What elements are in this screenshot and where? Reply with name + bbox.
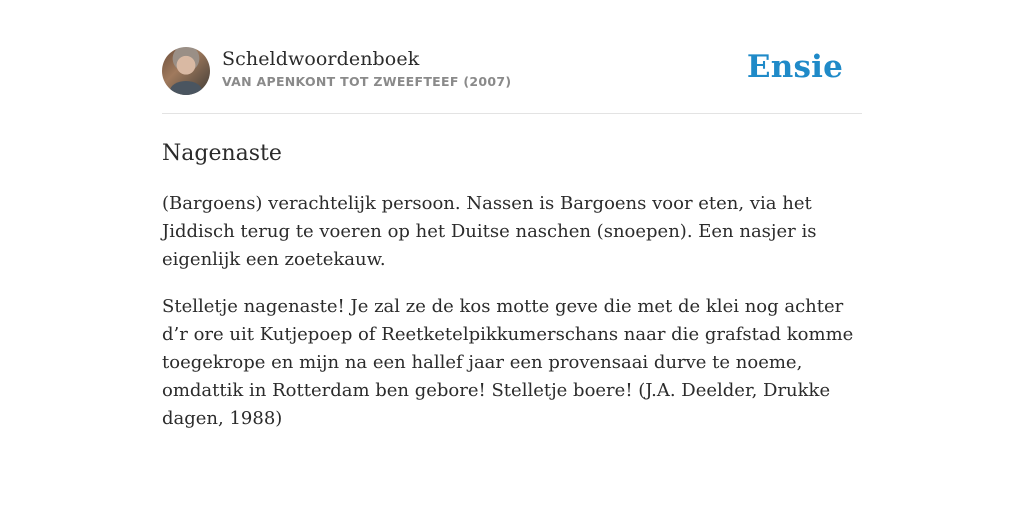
book-title[interactable]: Scheldwoordenboek: [222, 48, 420, 70]
quote-paragraph: Stelletje nagenaste! Je zal ze de kos motte geve die met de klei nog achter d’r ore uit Kutjepoep of Reetketelpikkumerschans naar die grafstad komme toegekrope en mijn na een hallef jaar een provensaai durve te noeme, omdattik in Rotterdam ben gebore! Stelletje boere! (J.A. Deelder, Drukke dagen, 1988): [162, 296, 854, 429]
brand-logo[interactable]: Ensie: [746, 49, 843, 85]
author-avatar[interactable]: [162, 47, 210, 95]
entry-title: Nagenaste: [162, 141, 282, 166]
source-info: [222, 47, 511, 89]
definition-paragraph: (Bargoens) verachtelijk persoon. Nassen is Bargoens voor eten, via het Jiddisch terug te voeren op het Duitse naschen (snoepen). Een nasjer is eigenlijk een zoetekauw.: [162, 193, 817, 270]
entry-card: [162, 46, 862, 433]
entry-header: [162, 46, 862, 114]
avatar-shirt: [170, 81, 202, 95]
book-subtitle: VAN APENKONT TOT ZWEEFTEEF (2007): [222, 74, 512, 89]
